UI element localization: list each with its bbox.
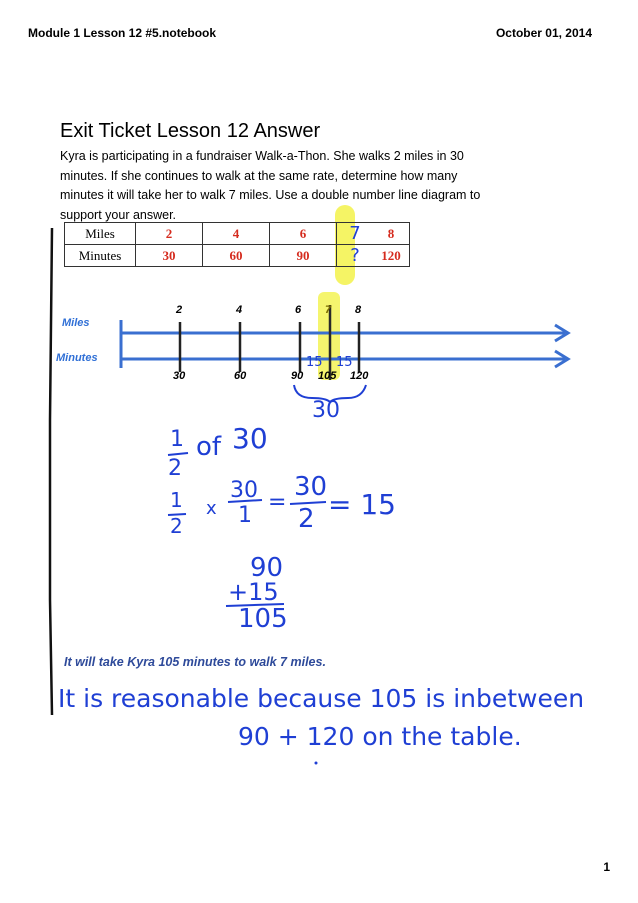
of-word: of (196, 432, 222, 462)
problem-line: support your answer. (60, 207, 177, 222)
mult-numerator: 1 (170, 488, 183, 512)
notebook-date: October 01, 2014 (495, 26, 592, 40)
table-cell: 6 (270, 223, 337, 245)
miles-tick-label: 8 (355, 304, 362, 316)
minutes-tick-label: 60 (234, 370, 247, 382)
result-thirty: 30 (294, 472, 328, 502)
table-header-minutes: Minutes (65, 245, 136, 267)
mult-one: 1 (238, 503, 252, 528)
mult-sign: x (206, 498, 217, 519)
table-cell: 4 (203, 223, 270, 245)
reasoning-line-1: It is reasonable because 105 is inbetween (58, 684, 585, 713)
minutes-tick-label: 30 (173, 370, 186, 382)
result-fifteen: = 15 (328, 488, 396, 521)
conclusion-text: It will take Kyra 105 minutes to walk 7 miles. (64, 655, 326, 669)
minutes-tick-label: 90 (291, 370, 304, 382)
miles-tick-label: 2 (176, 304, 183, 316)
addend-ninety: 90 (250, 553, 284, 583)
problem-line: Kyra is participating in a fundraiser Walk-a-Thon. She walks 2 miles in 30 (60, 149, 464, 163)
miles-tick-label: 7 (325, 304, 332, 316)
fraction-bar (168, 453, 188, 455)
mult-denominator: 2 (170, 514, 183, 538)
table-header-miles: Miles (65, 223, 136, 245)
ink-dot (315, 762, 318, 765)
page-title: Exit Ticket Lesson 12 Answer (60, 120, 321, 142)
reasoning-line-2: 90 + 120 on the table. (238, 722, 522, 751)
number-line-miles-label: Miles (62, 317, 90, 329)
sum-result: 105 (238, 604, 288, 634)
addend-fifteen: +15 (228, 578, 279, 606)
miles-tick-label: 4 (236, 304, 243, 316)
equals-sign: = (268, 490, 287, 515)
half-step-right: 15 (336, 355, 353, 370)
table-cell: 60 (203, 245, 270, 267)
problem-line: minutes. If she continues to walk at the same rate, determine how many (60, 168, 458, 183)
fraction-numerator: 1 (170, 427, 184, 452)
fraction-denominator: 2 (168, 456, 182, 481)
handwritten-seven: 7 (349, 223, 361, 244)
minutes-tick-label: 105 (318, 370, 337, 382)
page-number: 1 (603, 860, 610, 874)
problem-line: minutes it will take her to walk 7 miles. Use a double number line diagram to (60, 188, 481, 202)
number-line-minutes-label: Minutes (56, 352, 98, 364)
table-cell: 30 (136, 245, 203, 267)
half-step-left: 15 (306, 355, 323, 370)
miles-tick-label: 6 (295, 304, 302, 316)
miles-number-line (120, 325, 568, 341)
mult-thirty: 30 (230, 478, 258, 503)
of-thirty: 30 (232, 422, 268, 455)
table-cell: 120 (373, 245, 410, 267)
handwritten-question-mark: ? (350, 245, 360, 266)
gap-total: 30 (312, 398, 340, 423)
notebook-filename: Module 1 Lesson 12 #5.notebook (28, 26, 217, 40)
minutes-tick-label: 120 (350, 370, 369, 382)
margin-ink-line (50, 228, 52, 715)
table-cell: 2 (136, 223, 203, 245)
result-two: 2 (298, 504, 315, 534)
table-cell: 90 (270, 245, 337, 267)
table-cell: 8 (373, 223, 410, 245)
